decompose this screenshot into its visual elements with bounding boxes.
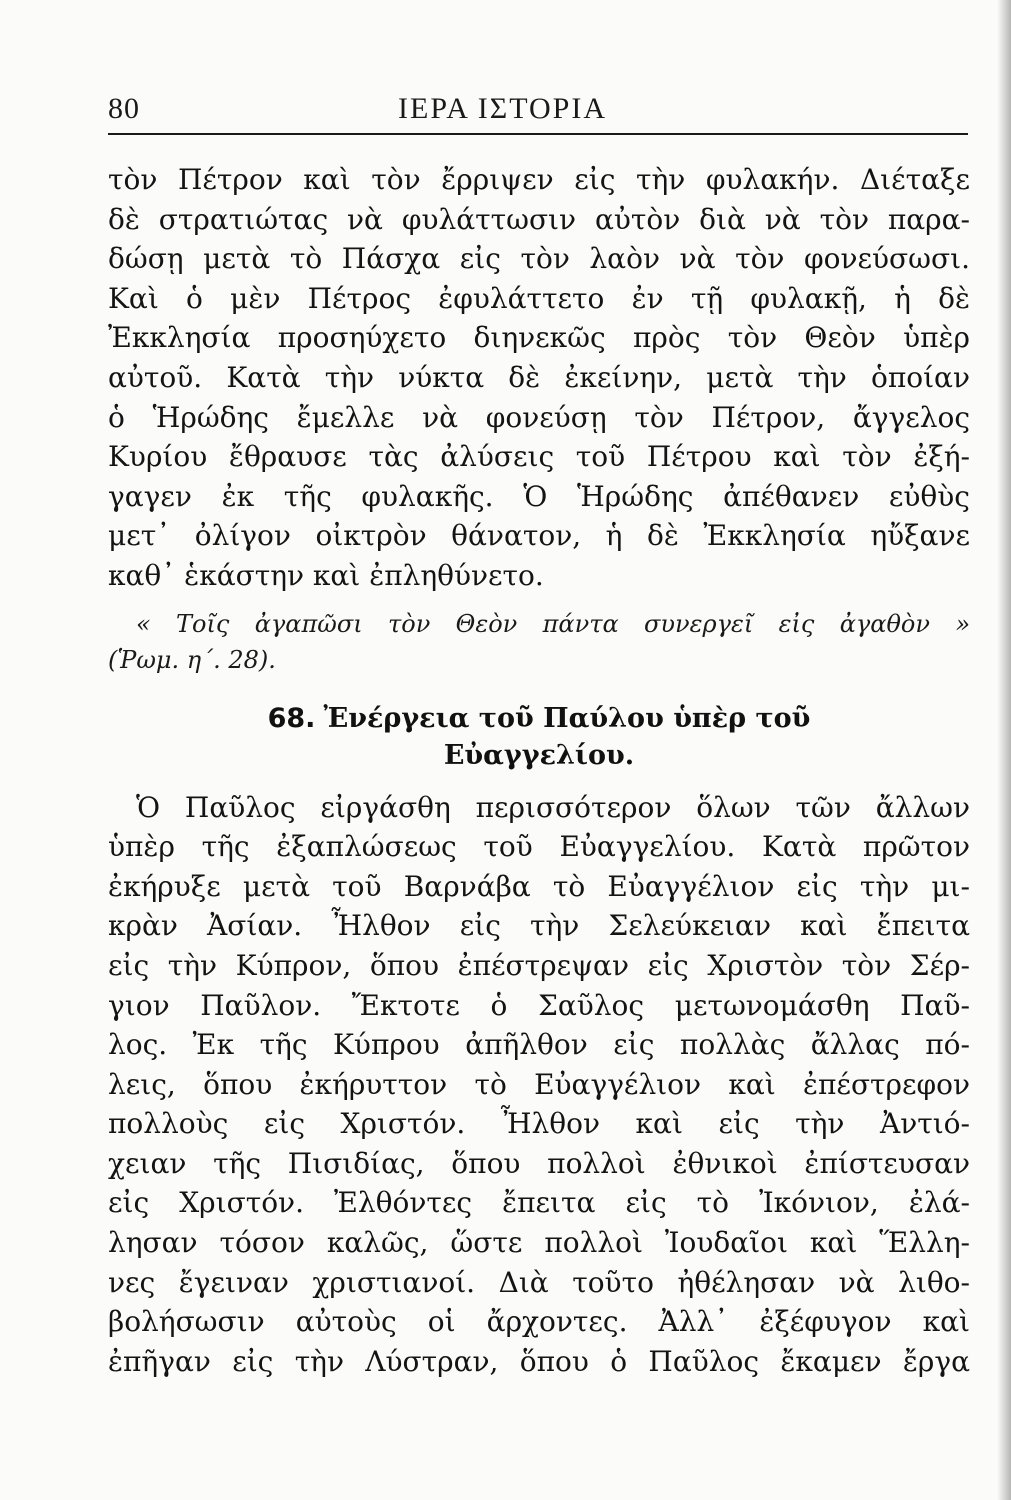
text-line: ὑπὲρ τῆς ἐξαπλώσεως τοῦ Εὐαγγελίου. Κατὰ πρῶτον xyxy=(108,830,970,864)
text-line: Καὶ ὁ μὲν Πέτρος ἐφυλάττετο ἐν τῇ φυλακῇ, ἡ δὲ xyxy=(108,281,970,315)
spacer xyxy=(108,596,970,606)
paragraph xyxy=(108,788,970,1382)
text-line: Ἐκκλησία προσηύχετο διηνεκῶς πρὸς τὸν Θεὸν ὑπὲρ xyxy=(108,321,970,355)
text-line: τὸν Πέτρον καὶ τὸν ἔρριψεν εἰς τὴν φυλακήν. Διέταξε xyxy=(108,163,970,196)
section-number: 68. xyxy=(267,702,316,734)
text-line: εἰς τὴν Κύπρον, ὅπου ἐπέστρεψαν εἰς Χριστὸν τὸν Σέρ- xyxy=(108,948,970,982)
text-line: πολλοὺς εἰς Χριστόν. Ἦλθον καὶ εἰς τὴν Ἀντιό- xyxy=(108,1107,970,1141)
text-line: ὁ Ἡρώδης ἔμελλε νὰ φονεύσῃ τὸν Πέτρον, ἄγγελος xyxy=(108,400,970,434)
text-line: αὐτοῦ. Κατὰ τὴν νύκτα δὲ ἐκείνην, μετὰ τὴν ὁποίαν xyxy=(108,360,970,394)
running-title: ΙΕΡΑ ΙΣΤΟΡΙΑ xyxy=(398,92,608,125)
section-title-continued: Εὐαγγελίου. xyxy=(443,739,635,771)
text-line: λεις, ὅπου ἐκήρυττον τὸ Εὐαγγέλιον καὶ ἐπέστρεφον xyxy=(108,1067,970,1101)
quote-reference: (Ῥωμ. η΄. 28). xyxy=(108,645,276,674)
section-title: Ἐνέργεια τοῦ Παύλου ὑπὲρ τοῦ xyxy=(323,702,811,734)
page-header xyxy=(108,92,968,132)
text-line: ἐπῆγαν εἰς τὴν Λύστραν, ὅπου ὁ Παῦλος ἔκαμεν ἔργα xyxy=(108,1344,970,1378)
spacer xyxy=(108,774,970,788)
text-line: λησαν τόσον καλῶς, ὥστε πολλοὶ Ἰουδαῖοι καὶ Ἕλλη- xyxy=(108,1226,970,1260)
text-line: μετ᾽ ὀλίγον οἰκτρὸν θάνατον, ἡ δὲ Ἐκκλησία ηὔξανε xyxy=(108,519,970,553)
quote-text: « Τοῖς ἀγαπῶσι τὸν Θεὸν πάντα συνεργεῖ εἰς ἀγαθὸν » xyxy=(136,609,970,638)
text-line: καθ᾽ ἑκάστην καὶ ἐπληθύνετο. xyxy=(108,558,544,592)
section-heading-line xyxy=(108,700,970,737)
text-line: ἐκήρυξε μετὰ τοῦ Βαρνάβα τὸ Εὐαγγέλιον εἰς τὴν μι- xyxy=(108,869,970,903)
text-line: γαγεν ἐκ τῆς φυλακῆς. Ὁ Ἡρώδης ἀπέθανεν εὐθὺς xyxy=(108,479,970,513)
text-line: Ὁ Παῦλος εἰργάσθη περισσότερον ὅλων τῶν ἄλλων xyxy=(136,790,970,824)
text-line: Κυρίου ἔθραυσε τὰς ἀλύσεις τοῦ Πέτρου καὶ τὸν ἐξή- xyxy=(108,440,970,474)
text-line: βολήσωσιν αὐτοὺς οἱ ἄρχοντες. Ἀλλ᾽ ἐξέφυγον καὶ xyxy=(108,1305,970,1339)
text-line: κρὰν Ἀσίαν. Ἦλθον εἰς τὴν Σελεύκειαν καὶ ἔπειτα xyxy=(108,909,970,943)
spacer xyxy=(108,678,970,700)
text-line: νες ἔγειναν χριστιανοί. Διὰ τοῦτο ἠθέλησαν νὰ λιθο- xyxy=(108,1265,970,1299)
page-number: 80 xyxy=(108,92,140,125)
scripture-quote xyxy=(108,606,970,678)
text-line: λος. Ἐκ τῆς Κύπρου ἀπῆλθον εἰς πολλὰς ἄλλας πό- xyxy=(108,1028,970,1062)
page-body xyxy=(108,160,970,1381)
text-line: γιον Παῦλον. Ἔκτοτε ὁ Σαῦλος μετωνομάσθη Παῦ- xyxy=(108,988,970,1022)
header-rule xyxy=(108,133,968,135)
text-line: δὲ στρατιώτας νὰ φυλάττωσιν αὐτὸν διὰ νὰ τὸν παρα- xyxy=(108,202,970,236)
text-line: δώσῃ μετὰ τὸ Πάσχα εἰς τὸν λαὸν νὰ τὸν φονεύσωσι. xyxy=(108,242,970,276)
text-line: χειαν τῆς Πισιδίας, ὅπου πολλοὶ ἐθνικοὶ ἐπίστευσαν xyxy=(108,1146,970,1180)
section-heading xyxy=(108,700,970,774)
paragraph xyxy=(108,160,970,596)
text-line: εἰς Χριστόν. Ἐλθόντες ἔπειτα εἰς τὸ Ἰκόνιον, ἐλά- xyxy=(108,1186,970,1220)
page-edge-shadow xyxy=(997,0,1011,1500)
